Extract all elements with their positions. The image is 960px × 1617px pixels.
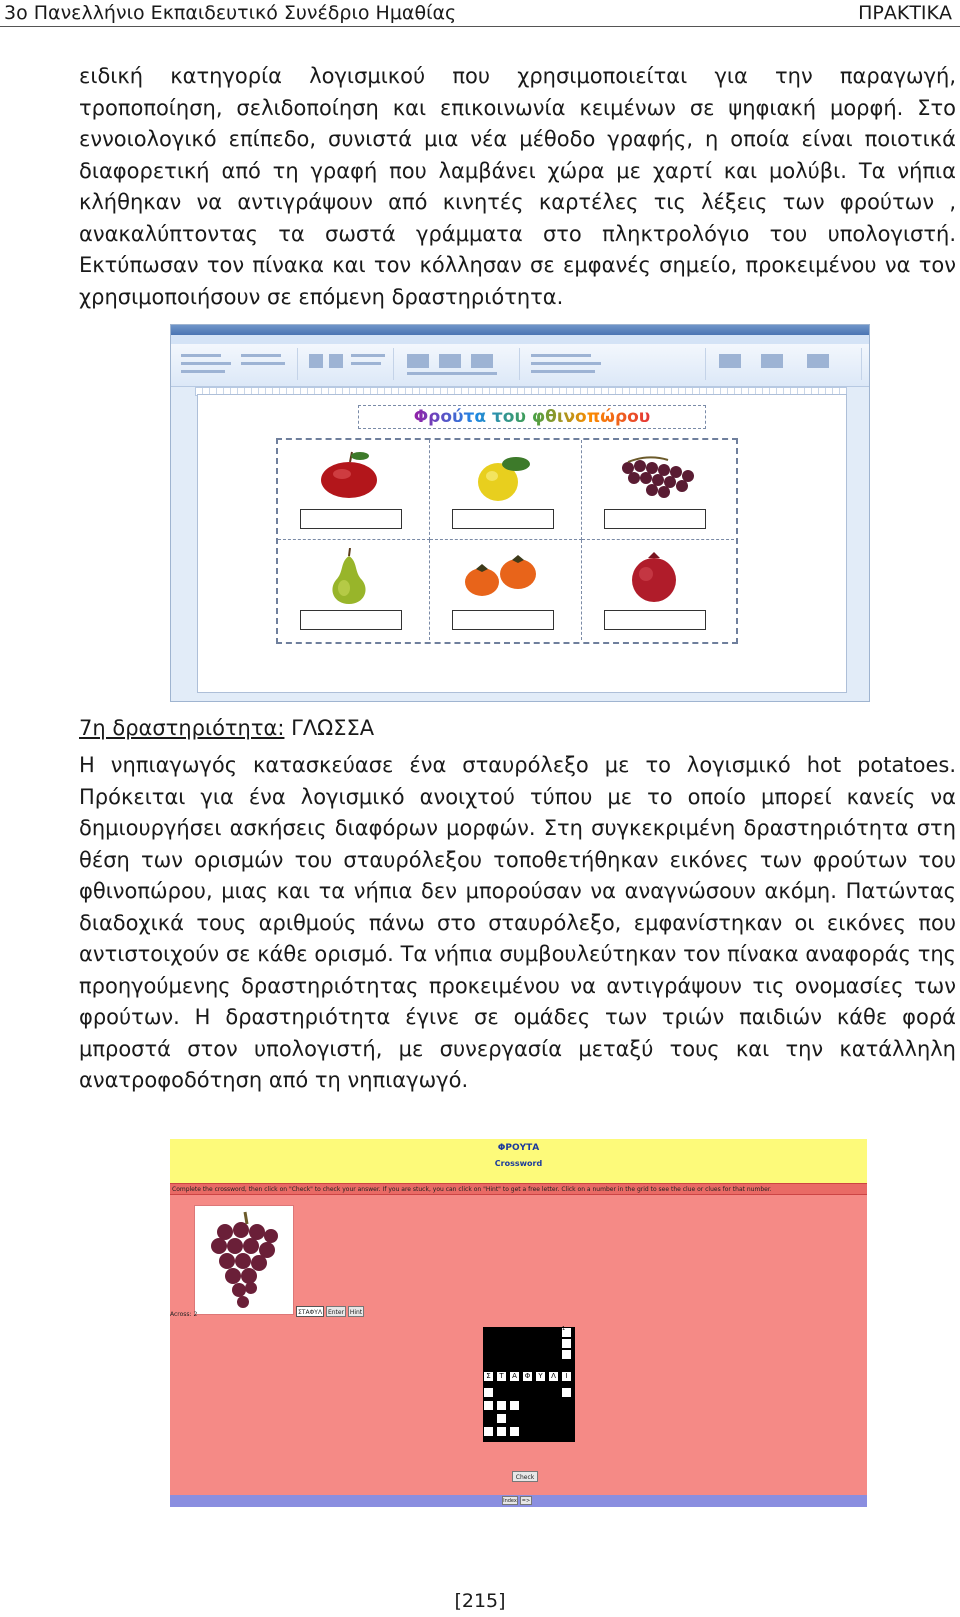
check-button[interactable]: Check xyxy=(512,1471,538,1482)
word-processor-screenshot xyxy=(170,324,870,702)
fruit-table-title: Φρούτα του φθινοπώρου xyxy=(358,405,706,429)
grid-cell[interactable]: Α xyxy=(509,1371,520,1382)
activity-label: 7η δραστηριότητα: xyxy=(79,716,285,740)
ribbon-tabs xyxy=(171,335,869,344)
persimmon-image xyxy=(456,548,566,604)
fruit-name-box xyxy=(604,509,706,529)
grid-cell[interactable]: Φ xyxy=(522,1371,533,1382)
grid-cell[interactable] xyxy=(509,1400,520,1411)
document-page xyxy=(197,394,847,693)
pear-image xyxy=(304,548,394,608)
pomegranate-image xyxy=(608,548,718,604)
fruit-cell-pomegranate xyxy=(582,540,734,640)
crossword-title: ΦΡΟΥΤΑ xyxy=(497,1143,540,1153)
window-titlebar xyxy=(171,325,869,335)
clue-number[interactable]: 2 xyxy=(484,1368,488,1374)
fruit-name-box xyxy=(604,610,706,630)
fruit-cell-pear xyxy=(278,540,430,640)
page-number: [215] xyxy=(454,1590,506,1612)
crossword-header xyxy=(170,1139,867,1183)
apple-image xyxy=(304,448,394,500)
clue-number[interactable]: 1 xyxy=(562,1326,566,1332)
fruit-name-box xyxy=(452,509,554,529)
ribbon-toolbar xyxy=(171,344,869,387)
fruit-cell-apple xyxy=(278,440,430,540)
grapes-image xyxy=(608,448,728,500)
grid-cell[interactable]: Τ xyxy=(496,1371,507,1382)
fruit-table xyxy=(276,438,738,644)
crossword-grid xyxy=(483,1327,575,1442)
clue-image xyxy=(194,1205,294,1315)
fruit-cell-persimmon xyxy=(430,540,582,640)
clue-number[interactable]: 3 xyxy=(497,1410,501,1416)
answer-input[interactable]: ΣΤΑΦΥΛ xyxy=(296,1306,324,1317)
grid-cell[interactable] xyxy=(561,1387,572,1398)
clue-number[interactable]: 5 xyxy=(484,1423,488,1429)
next-button[interactable]: => xyxy=(521,1498,531,1504)
running-header xyxy=(0,0,960,27)
grid-cell[interactable]: Υ xyxy=(535,1371,546,1382)
quince-image xyxy=(456,448,546,504)
grapes-image xyxy=(195,1206,293,1314)
fruit-cell-quince xyxy=(430,440,582,540)
grid-cell[interactable]: Σ xyxy=(483,1371,494,1382)
crossword-instructions: Complete the crossword, then click on "Check" to check your answer. If you are stuck, you can click on "Hint" to get a free letter. Click on a number in the grid to see the clue or clues for that number. xyxy=(170,1183,867,1195)
crossword-subtitle: Crossword xyxy=(494,1159,543,1168)
clue-label: Across: 2 xyxy=(170,1311,198,1318)
fruit-name-box xyxy=(300,509,402,529)
section-heading xyxy=(79,713,374,743)
conference-title: 3ο Πανελλήνιο Εκπαιδευτικό Συνέδριο Ημαθίας xyxy=(4,2,457,24)
section-label: ΠΡΑΚΤΙΚΑ xyxy=(858,2,952,24)
body-paragraph-1: ειδική κατηγορία λογισμικού που χρησιμοποιείται για την παραγωγή, τροποποίηση, σελιδοποίηση και επικοινωνία κειμένων σε ψηφιακή μορφή. Στο εννοιολογικό επίπεδο, συνιστά μια νέα μέθοδο γραφής, η οποία είναι ποιοτικά διαφορετική από τη γραφή που λαμβάνει χώρα με χαρτί και μολύβι. Τα νήπια κλήθηκαν να αντιγράψουν από κινητές καρτέλες τις λέξεις των φρούτων , ανακαλύπτοντας τα σωστά γράμματα στο πληκτρολόγιο του υπολογιστή. Εκτύπωσαν τον πίνακα και τον κόλλησαν σε εμφανές σημείο, προκειμένου να τον χρησιμοποιήσουν σε επόμενη δραστηριότητα. xyxy=(79,64,956,309)
grid-cell[interactable] xyxy=(509,1426,520,1437)
crossword-screenshot xyxy=(170,1139,867,1507)
grid-cell[interactable]: Λ xyxy=(548,1371,559,1382)
index-button[interactable]: Index xyxy=(503,1498,517,1504)
grid-cell[interactable] xyxy=(561,1338,572,1349)
activity-topic: ΓΛΩΣΣΑ xyxy=(284,716,375,740)
hint-button[interactable]: Hint xyxy=(348,1306,364,1317)
grid-cell[interactable]: Ι xyxy=(561,1371,572,1382)
fruit-cell-grapes xyxy=(582,440,734,540)
navigation-bar xyxy=(170,1495,867,1507)
enter-button[interactable]: Enter xyxy=(326,1306,346,1317)
fruit-name-box xyxy=(300,610,402,630)
fruit-name-box xyxy=(452,610,554,630)
body-paragraph-2: Η νηπιαγωγός κατασκεύασε ένα σταυρόλεξο με το λογισμικό hot potatoes. Πρόκειται για ένα λογισμικό ανοιχτού τύπου με το οποίο μπορεί κανείς να δημιουργήσει ασκήσεις διαφόρων μορφών. Στη συγκεκριμένη δραστηριότητα στη θέση των ορισμών του σταυρόλεξου τοποθετήθηκαν εικόνες των φρούτων του φθινοπώρου, μιας και τα νήπια δεν μπορούσαν να αναγνώσουν ακόμη. Πατώντας διαδοχικά τους αριθμούς πάνω στο σταυρόλεξο, εμφανίστηκαν οι εικόνες που αντιστοιχούν σε κάθε ορισμό. Τα νήπια συμβουλεύτηκαν τον πίνακα αναφοράς της προηγούμενης δραστηριότητας προκειμένου να αντιγράψουν τις ονομασίες των φρούτων. Η δραστηριότητα έγινε σε ομάδες των τριών παιδιών κάθε φορά μπροστά στον υπολογιστή, με συνεργασία μεταξύ τους και την κατάλληλη ανατροφοδότηση από τη νηπιαγωγό. xyxy=(79,753,956,1092)
grid-cell[interactable] xyxy=(496,1426,507,1437)
grid-cell[interactable] xyxy=(561,1349,572,1360)
clue-number[interactable]: 4 xyxy=(484,1397,488,1403)
